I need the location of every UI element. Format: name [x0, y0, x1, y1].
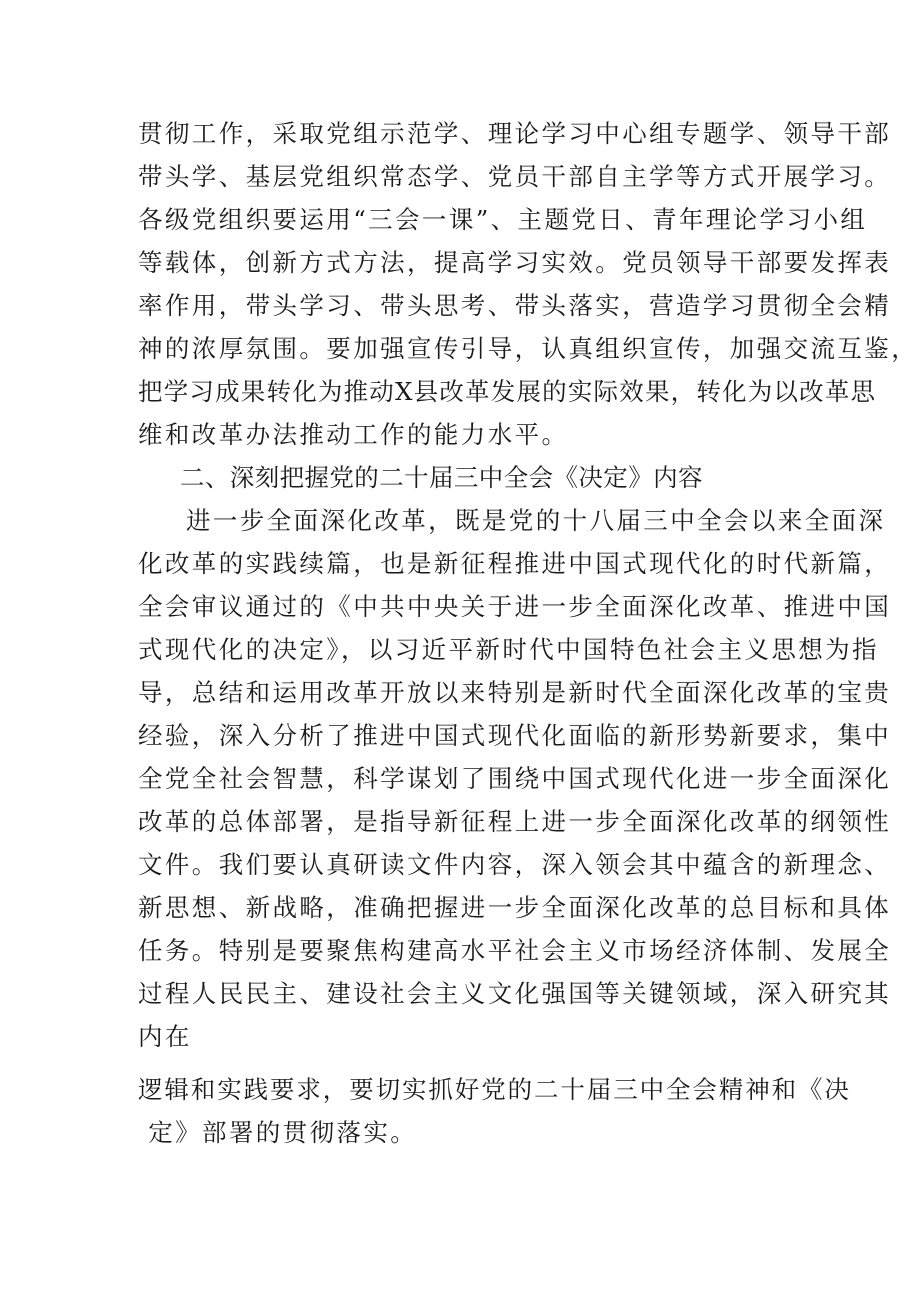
text-line: 带头学、基层党组织常态学、党员干部自主学等方式开展学习。 — [138, 162, 892, 191]
paragraph-2 — [138, 499, 892, 1058]
text-line: 定》部署的贯彻落实。 — [138, 1118, 418, 1147]
text-line: 全党全社会智慧，科学谋划了围绕中国式现代化进一步全面深化 — [138, 764, 892, 793]
text-line: 等载体，创新方式方法，提高学习实效。党员领导干部要发挥表 — [138, 248, 892, 277]
text-line: 改革的总体部署，是指导新征程上进一步全面深化改革的纲领性 — [138, 807, 892, 836]
text-line: 式现代化的决定》，以习近平新时代中国特色社会主义思想为指 — [138, 635, 879, 664]
text-line: 文件。我们要认真研读文件内容，深入领会其中蕴含的新理念、 — [138, 850, 892, 879]
paragraph-3 — [138, 1068, 851, 1154]
document-page — [138, 112, 919, 1154]
paragraph-1 — [138, 112, 919, 456]
text-line: 把学习成果转化为推动X县改革发展的实际效果，转化为以改革思 — [138, 377, 877, 406]
text-line: 逻辑和实践要求，要切实抓好党的二十届三中全会精神和《决 — [138, 1075, 851, 1104]
text-line: 各级党组织要运用“三会一课”、主题党日、青年理论学习小组 — [138, 205, 868, 234]
text-line: 任务。特别是要聚焦构建高水平社会主义市场经济体制、发展全 — [138, 936, 892, 965]
text-line: 导，总结和运用改革开放以来特别是新时代全面深化改革的宝贵 — [138, 678, 892, 707]
text-line: 新思想、新战略，准确把握进一步全面深化改革的总目标和具体 — [138, 893, 892, 922]
text-line: 全会审议通过的《中共中央关于进一步全面深化改革、推进中国 — [138, 592, 892, 621]
text-line: 贯彻工作，采取党组示范学、理论学习中心组专题学、领导干部 — [138, 119, 892, 148]
text-line: 内在 — [138, 1022, 192, 1051]
text-line: 率作用，带头学习、带头思考、带头落实，营造学习贯彻全会精 — [138, 291, 892, 320]
text-line: 进一步全面深化改革，既是党的十八届三中全会以来全面深 — [186, 506, 886, 535]
text-line: 维和改革办法推动工作的能力水平。 — [138, 420, 569, 449]
section-heading: 二、深刻把握党的二十届三中全会《决定》内容 — [180, 463, 703, 492]
text-line: 经验，深入分析了推进中国式现代化面临的新形势新要求，集中 — [138, 721, 892, 750]
text-line: 化改革的实践续篇，也是新征程推进中国式现代化的时代新篇， — [138, 549, 892, 578]
text-line: 神的浓厚氛围。要加强宣传引导，认真组织宣传，加强交流互鉴， — [138, 334, 919, 363]
text-line: 过程人民民主、建设社会主义文化强国等关键领域，深入研究其 — [138, 979, 892, 1008]
